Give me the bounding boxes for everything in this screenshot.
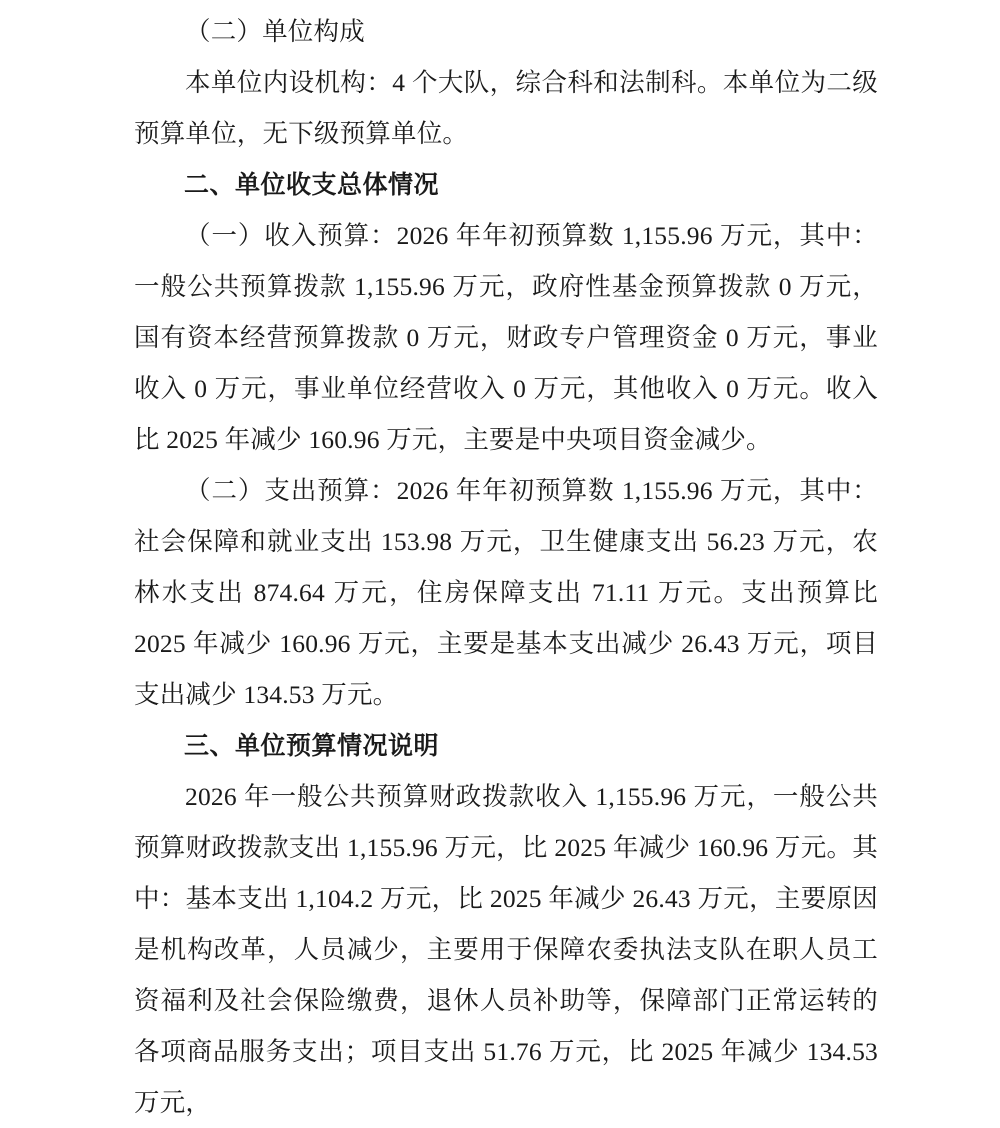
section-heading-unit-composition: （二）单位构成 [185, 17, 365, 46]
document-body [134, 6, 878, 1128]
paragraph-budget-explanation: 2026 年一般公共预算财政拨款收入 1,155.96 万元，一般公共预算财政拨款支出 1,155.96 万元，比 2025 年减少 160.96 万元。其中：基本支出 1,104.2 万元，比 2025 年减少 26.43 万元，主要原因是机构改革，人员减少，主要用于保障农委执法支队在职人员工资福利及社会保险缴费，退休人员补助等，保障部门正常运转的各项商品服务支出；项目支出 51.76 万元，比 2025 年减少 134.53 万元， [134, 782, 878, 1117]
paragraph-unit-composition: 本单位内设机构：4 个大队，综合科和法制科。本单位为二级预算单位，无下级预算单位。 [134, 68, 878, 148]
section-heading-budget-explanation: 三、单位预算情况说明 [184, 731, 440, 760]
section-heading-overall-revenue-expenditure: 二、单位收支总体情况 [184, 170, 440, 199]
paragraph-expenditure-budget: （二）支出预算：2026 年年初预算数 1,155.96 万元，其中：社会保障和就业支出 153.98 万元，卫生健康支出 56.23 万元，农林水支出 874.64 万元，住房保障支出 71.11 万元。支出预算比 2025 年减少 160.96 万元，主要是基本支出减少 26.43 万元，项目支出减少 134.53 万元。 [134, 476, 878, 709]
paragraph-revenue-budget: （一）收入预算：2026 年年初预算数 1,155.96 万元，其中：一般公共预算拨款 1,155.96 万元，政府性基金预算拨款 0 万元，国有资本经营预算拨款 0 万元，财政专户管理资金 0 万元，事业收入 0 万元，事业单位经营收入 0 万元，其他收入 0 万元。收入比 2025 年减少 160.96 万元，主要是中央项目资金减少。 [134, 221, 878, 454]
